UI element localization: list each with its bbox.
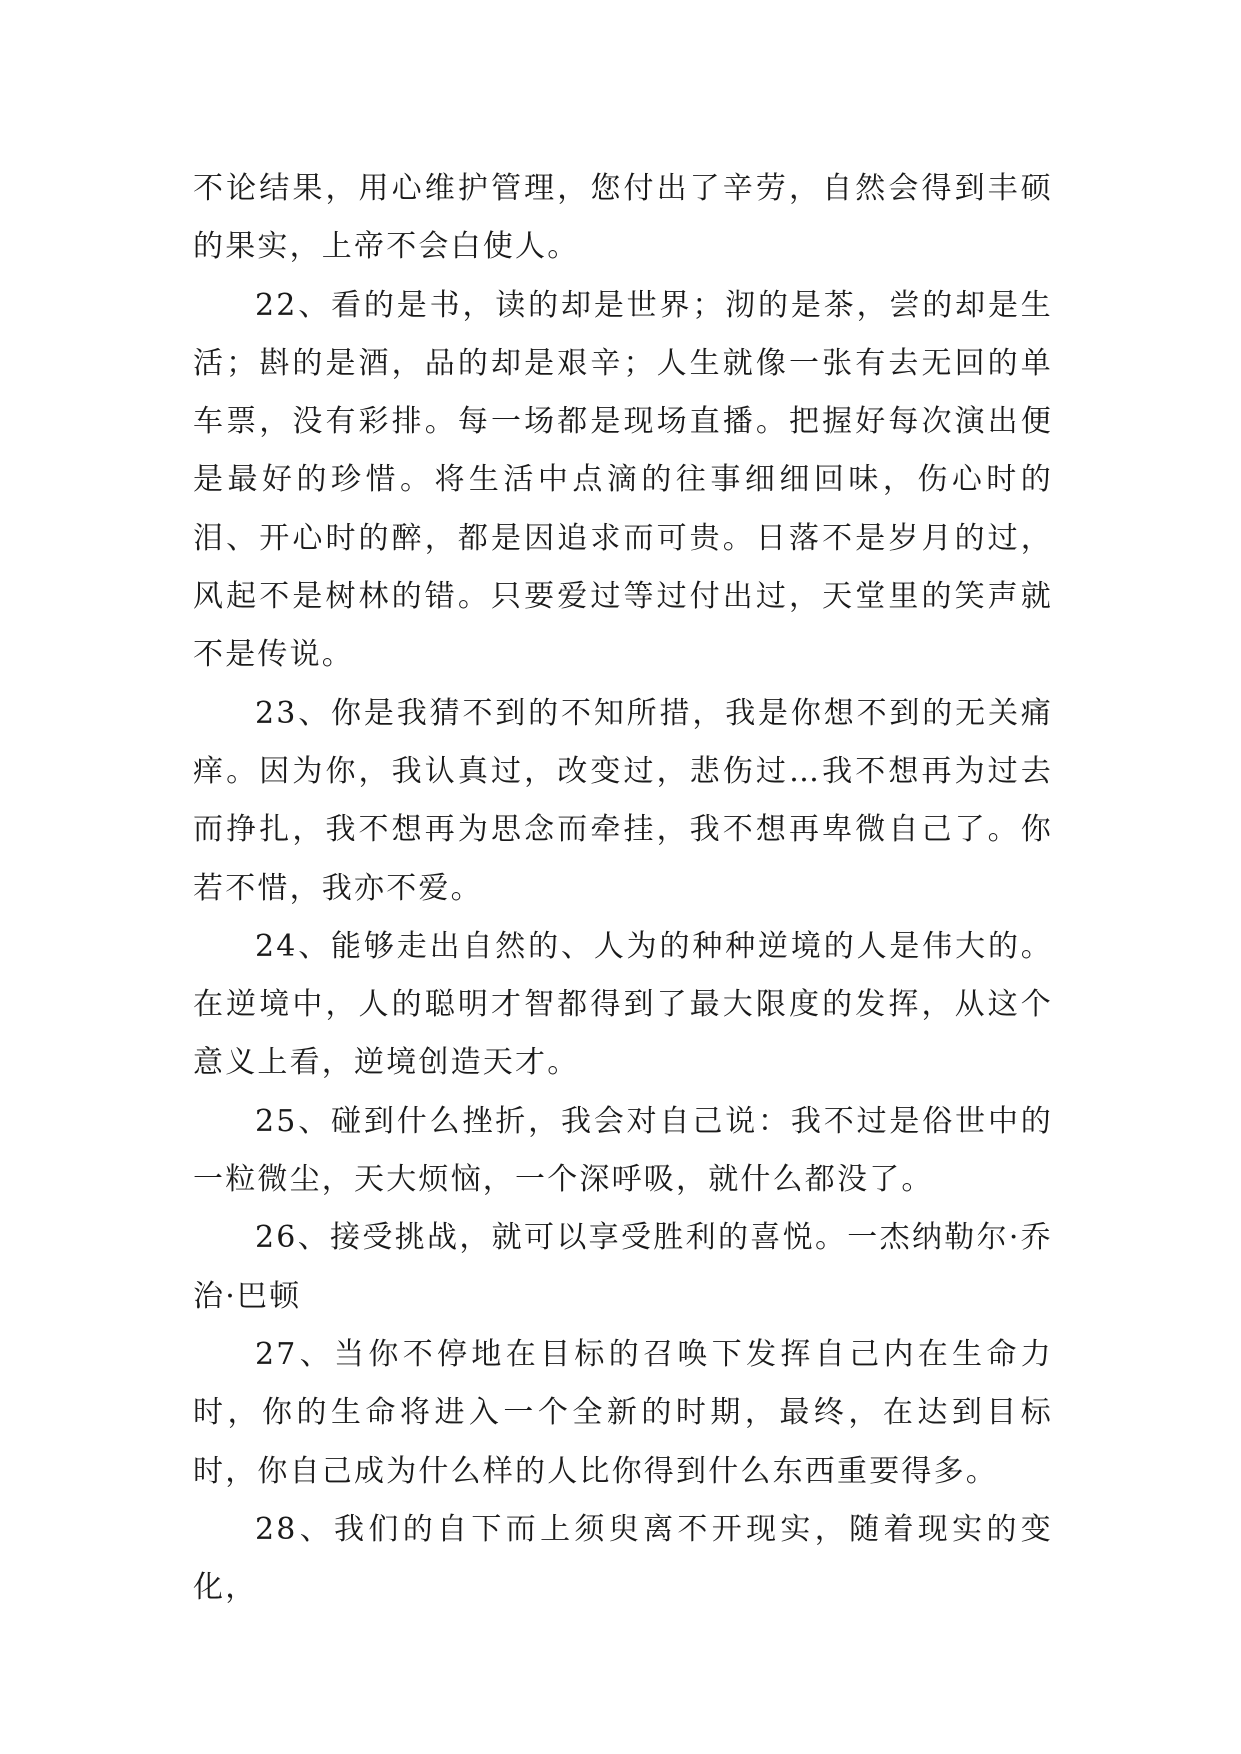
paragraph-26: 26、接受挑战，就可以享受胜利的喜悦。一杰纳勒尔·乔治·巴顿 [193,1220,1053,1314]
paragraph-continuation: 不论结果，用心维护管理，您付出了辛劳，自然会得到丰硕的果实，上帝不会白使人。 [193,171,1053,265]
document-body [193,160,1053,1617]
paragraph-23: 23、你是我猜不到的不知所措，我是你想不到的无关痛痒。因为你，我认真过，改变过，悲伤过…我不想再为过去而挣扎，我不想再为思念而牵挂，我不想再卑微自己了。你若不惜，我亦不爱。 [193,695,1053,906]
paragraph-28: 28、我们的自下而上须臾离不开现实，随着现实的变化， [193,1511,1053,1606]
paragraph-24: 24、能够走出自然的、人为的种种逆境的人是伟大的。在逆境中，人的聪明才智都得到了最大限度的发挥，从这个意义上看，逆境创造天才。 [193,928,1053,1081]
paragraph-25: 25、碰到什么挫折，我会对自己说：我不过是俗世中的一粒微尘，天大烦恼，一个深呼吸，就什么都没了。 [193,1103,1053,1198]
paragraph-22: 22、看的是书，读的却是世界；沏的是茶，尝的却是生活；斟的是酒，品的却是艰辛；人生就像一张有去无回的单车票，没有彩排。每一场都是现场直播。把握好每次演出便是最好的珍惜。将生活中点滴的往事细细回味，伤心时的泪、开心时的醉，都是因追求而可贵。日落不是岁月的过，风起不是树林的错。只要爱过等过付出过，天堂里的笑声就不是传说。 [193,287,1053,673]
paragraph-27: 27、当你不停地在目标的召唤下发挥自己内在生命力时，你的生命将进入一个全新的时期，最终，在达到目标时，你自己成为什么样的人比你得到什么东西重要得多。 [193,1336,1053,1489]
